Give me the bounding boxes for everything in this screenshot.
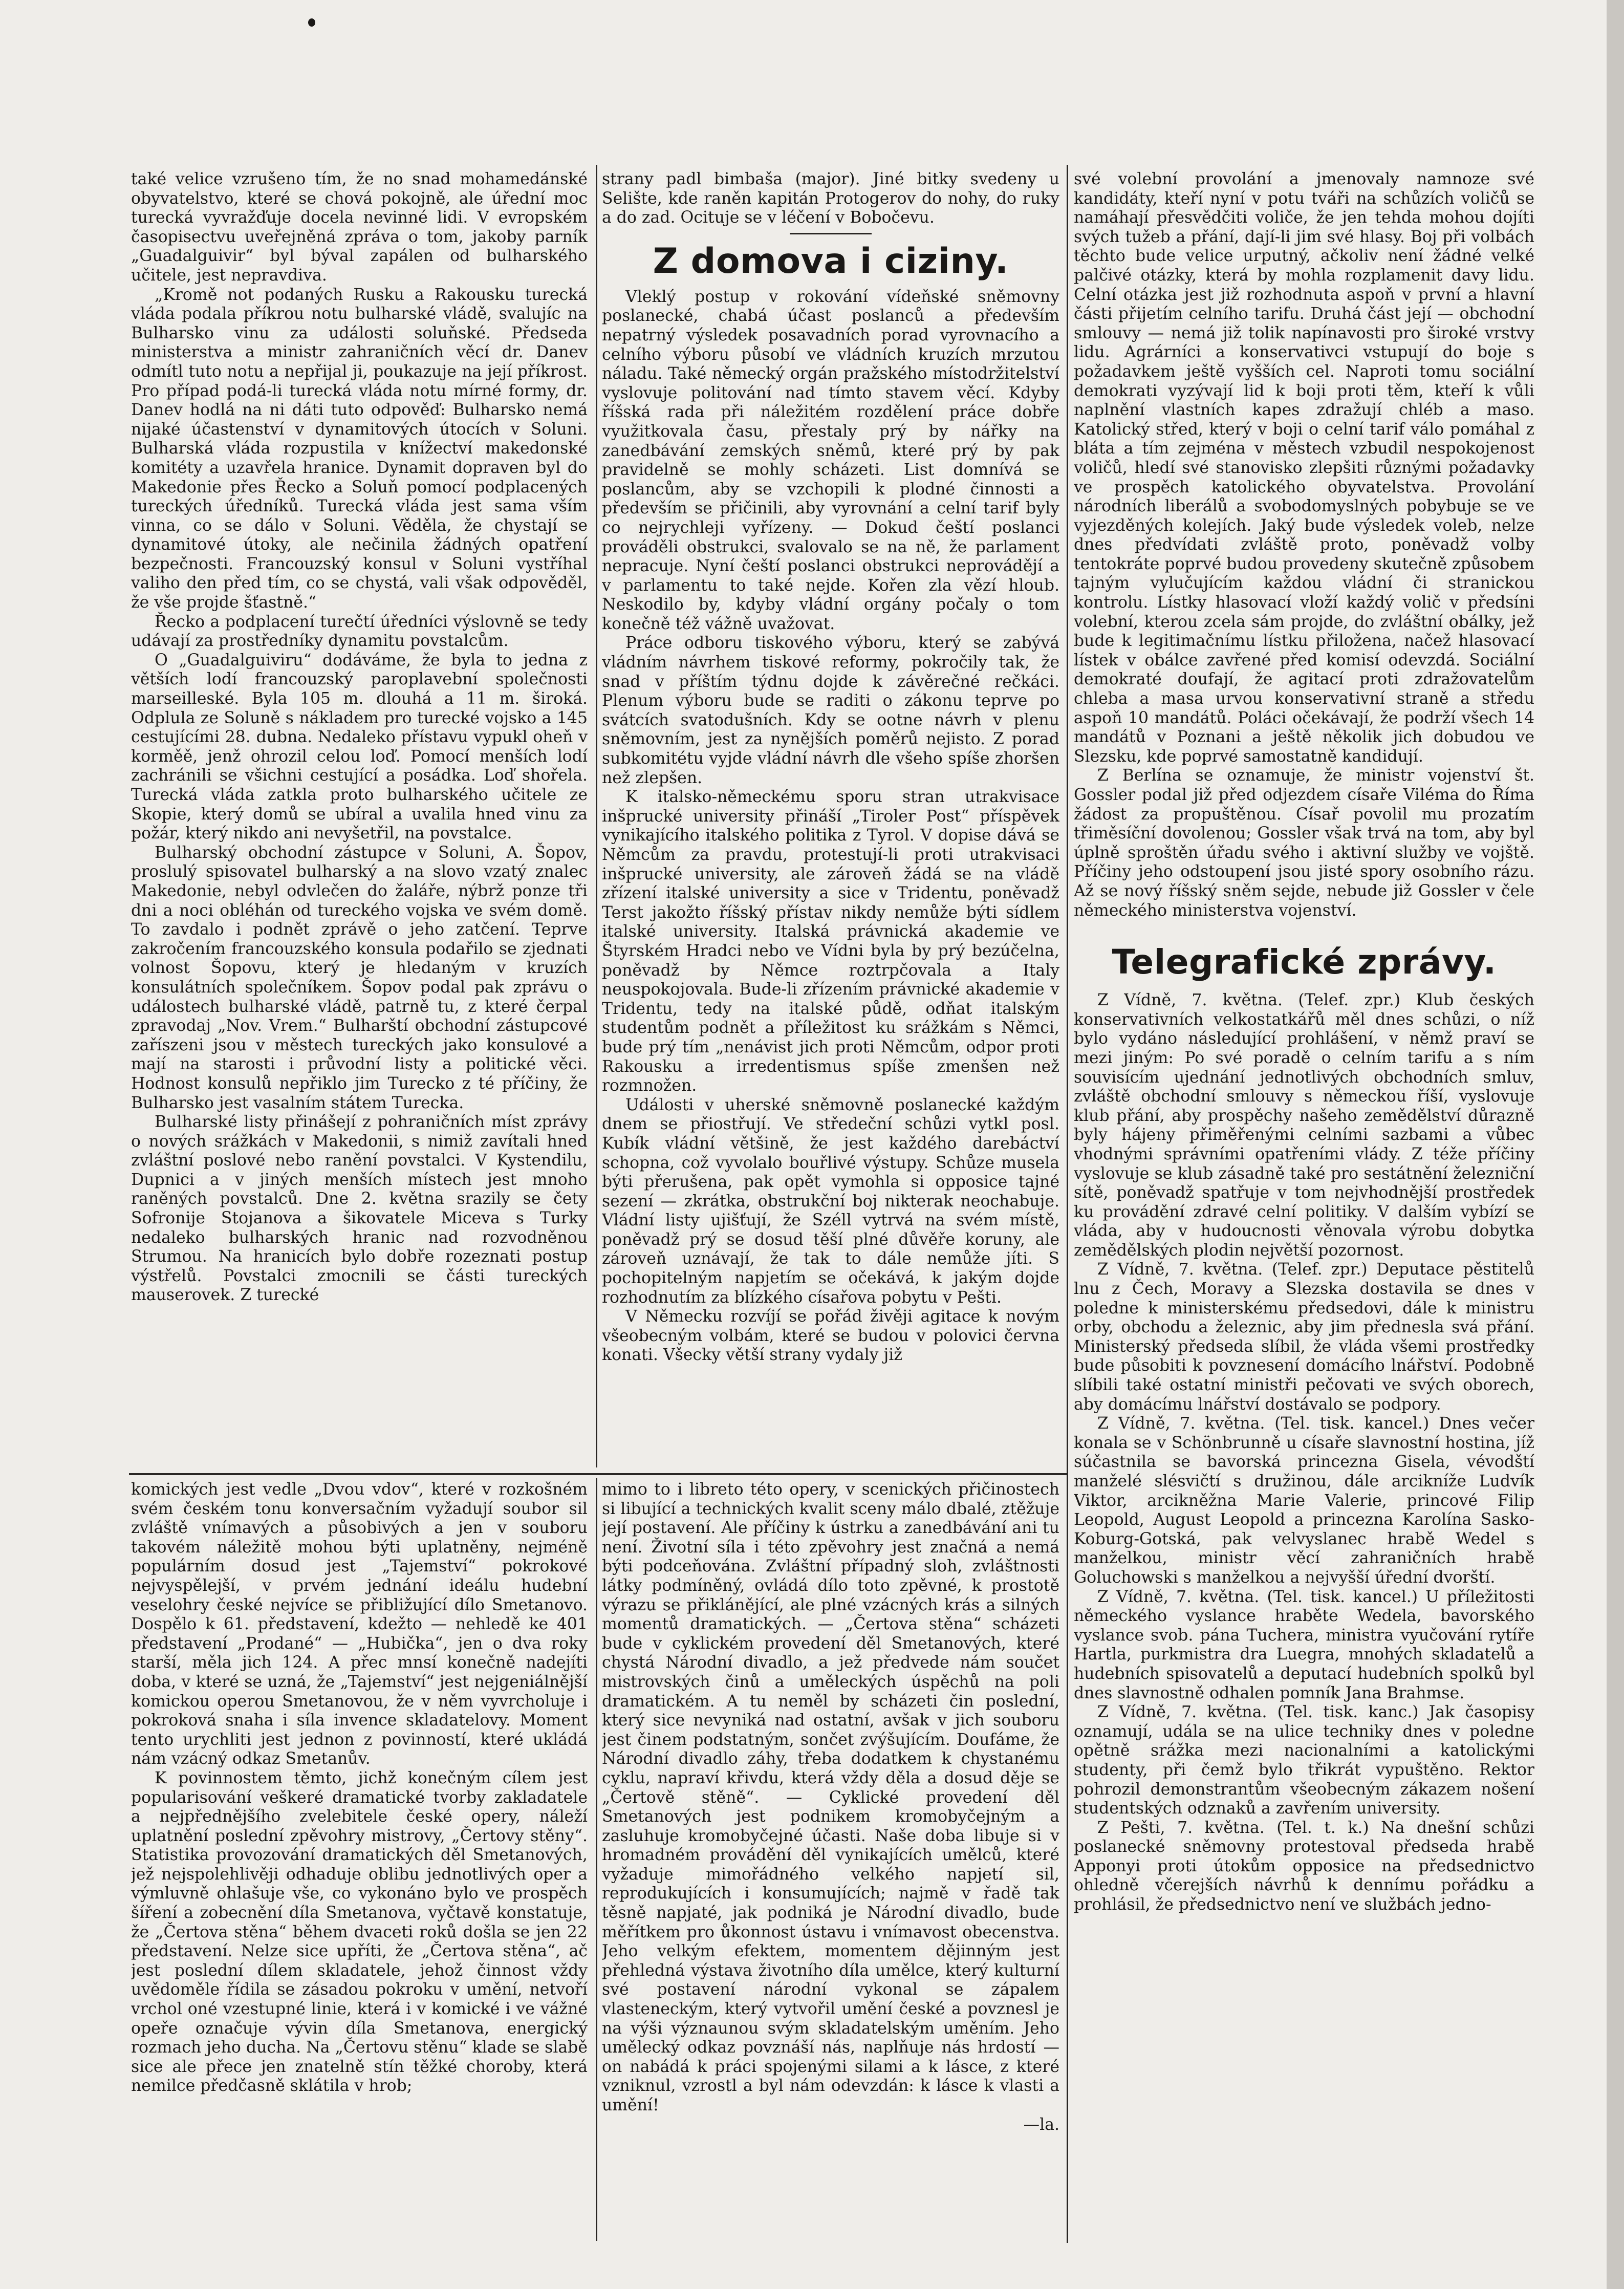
paragraph: V Německu rozvíjí se pořád živěji agitace k novým všeobecným volbám, které se budou v polovici června konati. Všecky větší strany vydaly již — [602, 1307, 1059, 1365]
paragraph: Z Vídně, 7. května. (Tel. tisk. kancel.) U příležitosti německého vyslance hraběte Wedela, bavorského vyslance svob. pána Tuchera, ministra vyučování rytíře Hartla, purkmistra dra Luegra, mnohých skladatelů a hudebních spisovatelů a deputací hudebních spolků byl dnes slavnostně odhalen pomník Jana Brahmse. — [1074, 1587, 1534, 1702]
column-divider — [1067, 165, 1068, 2243]
paragraph: své volební provolání a jmenovaly namnoze své kandidáty, kteří nyní v potu tváři na schůzích voličů se namáhají přesvědčiti voliče, že jen tehda mohou dojíti svých tužeb a přání, dají-li jim své hlasy. Boj při volbách těchto bude velice urputný, ačkoliv není žádné velké palčivé otázky, která by mohla rozplamenit davy lidu. Celní otázka jest již rozhodnuta aspoň v první a hlavní části přijetím celního tarifu. Druhá část její — obchodní smlouvy — nemá již tolik napínavosti pro široké vrstvy lidu. Agrárníci a konservativci vstupují do boje s požadavkem ještě vyšších cel. Naproti tomu sociální demokrati vyzývají lid k boji proti těm, kteří k vůli naplnění vlastních kapes zdražují chléb a maso. Katolický střed, který v boji o celní tarif válo pomáhal z bláta a tím zejména v městech vzbudil nespokojenost voličů, hledí své stanovisko zlepšiti různými požadavky ve prospěch katolického obyvatelstva. Provolání národních liberálů a svobodomyslných pobybuje se ve vyjezděných kolejích. Jaký bude výsledek voleb, nelze dnes předvídati zvláště proto, poněvadž volby tentokráte poprvé budou provedeny skutečně způsobem tajným vylučujícím každou vládní či stranickou kontrolu. Lístky hlasovací vloží každý volič v předsíni volební, kterou zcela sám projde, do zvláštní obálky, jež bude k legitimačnímu lístku přiložena, načež hlasovací lístek v obálce zavřené před komisí odevzdá. Sociální demokraté doufají, že agitací proti zdražovatelům chleba a masa urvou konservativní straně a středu aspoň 10 mandátů. Poláci očekávají, že podrží všech 14 mandátů v Poznani a ještě několik jich dobudou ve Slezsku, kde poprvé samostatně kandidují. — [1074, 170, 1534, 766]
section-heading: Z domova i ciziny. — [653, 241, 1009, 282]
feuilleton-rule — [129, 1473, 1067, 1475]
paragraph: strany padl bimbaša (major). Jiné bitky svedeny u Selište, kde raněn kapitán Protogerov do nohy, do ruky a do zad. Ocituje se v léčení v Bobočevu. — [602, 170, 1059, 227]
paragraph: Bulharské listy přinášejí z pohraničních míst zprávy o nových srážkách v Makedonii, s nimiž zavítali hned zvláštní poslové nebo ranění povstalci. V Kystendilu, Dupnici a v jiných menších místech jest mnoho raněných povstalců. Dne 2. května srazily se čety Sofronije Stojanova a šikovatele Miceva s Turky nedaleko bulharských hranic nad rozvodněnou Strumou. Na hranicích bylo dobře rozeznati postup výstřelů. Povstalci zmocnili se části tureckých mauserovek. Z turecké — [131, 1113, 588, 1305]
paragraph: Vleklý postup v rokování vídeňské sněmovny poslanecké, chabá účast poslanců a především nepatrný výsledek posavadních porad vyrovnacího a celního výboru působí ve vládních kruzích mrzutou náladu. Také německý orgán pražského místodržitelství vyslovuje politování nad tímto stavem věcí. Kdyby říšská rada při náležitém rozdělení práce dobře využitkovala času, přestaly prý by nářky na zanedbávání zemských sněmů, které prý by pak pravidelně se mohly scházeti. List domnívá se poslancům, aby se vzchopili k plodné činnosti a především se přičinili, aby vyrovnání a celní tarif byly co nejrychleji vyřízeny. — Dokud čeští poslanci prováděli obstrukci, svalovalo se na ně, že parlament nepracuje. Nyní čeští poslanci obstrukci neprovádějí a v parlamentu to také nejde. Kořen zla vězí hloub. Neskodilo by, kdyby vládní orgány počaly o tom konečně též vážně uvažovat. — [602, 287, 1059, 633]
feuilleton-column-2 — [602, 1480, 1059, 2238]
feuilleton-signature: —la. — [1023, 2115, 1059, 2134]
paragraph: Z Berlína se oznamuje, že ministr vojenství št. Gossler podal již před odjezdem císaře Viléma do Říma žádost za propuštěnou. Císař povolil mu prozatím třiměsíční dovolenou; Gossler však trvá na tom, aby byl úplně sproštěn úřadu svého i aktivní služby ve vojště. Příčiny jeho odstoupení jsou jisté spory osobního rázu. Až se nový říšský sněm sejde, nebude již Gossler v čele německého ministerstva vojenství. — [1074, 766, 1534, 920]
paragraph: O „Guadalguiviru“ dodáváme, že byla to jedna z větších lodí francouzský paroplavební společnosti marseilleské. Byla 105 m. dlouhá a 11 m. široká. Odplula ze Soluně s nákladem pro turecké vojsko a 145 cestujícími 28. dubna. Nedaleko přístavu vypukl oheň v korměě, jenž ohrozil celou loď. Pomocí menších lodí zachránili se všichni cestující a posádka. Loď shořela. Turecká vláda zatkla proto bulharského učitele ze Skopie, který domů se ubíral a uvalila hned vinu za požár, který nikdo ani nevyšetřil, na povstalce. — [131, 651, 588, 843]
section-rule — [790, 233, 872, 234]
paragraph: Z Pešti, 7. května. (Tel. t. k.) Na dnešní schůzi poslanecké sněmovny protestoval předseda hrabě Apponyi proti útokům opposice na předsednictvo ohledně včerejších návrhů k dennímu pořádku a prohlásil, že předsednictvo není ve službách jedno- — [1074, 1818, 1534, 1914]
paragraph: Události v uherské sněmovně poslanecké každým dnem se přiostřují. Ve středeční schůzi vytkl posl. Kubík vládní většině, že jest každého darebáctví schopna, což vyvolalo bouřlivé výstupy. Schůze musela býti přerušena, pak opět vymohla si opposice tajné sezení — zkrátka, obstrukční boj nikterak neochabuje. Vládní listy ujišťují, že Széll vytrvá na svém místě, poněvadž prý se dosud těší plné důvěře koruny, ale zároveň uznávají, že tak to dále nemůže jíti. S pochopitelným napjetím se očekává, k jakým dojde rozhodnutím za blízkého císařova pobytu v Pešti. — [602, 1095, 1059, 1307]
feuilleton-column-1 — [131, 1480, 588, 2238]
page-edge-shadow — [1607, 0, 1624, 2289]
paragraph: Z Vídně, 7. května. (Telef. zpr.) Klub českých konservativních velkostatkářů měl dnes schůzi, o níž bylo vydáno následující prohlášení, v němž praví se mezi jiným: Po své poradě o celním tarifu a s ním souvisícím ujednání jednotlivých obchodních smluv, zvláště obchodní smlouvy s německou říší, vyslovuje klub přání, aby prospěchy našeho zemědělství důrazně byly hájeny přiměřenými celními sazbami a vůbec vhodnými správními opatřeními vlády. Z téže příčiny vyslovuje se klub zásadně také pro sestátnění železniční sítě, poněvadž spatřuje v tom nejvhodnější prostředek ku provádění zdravé celní politiky. V dalším vybízí se vláda, aby v hudoucnosti věnovala výrobu dobytka zemědělských plodin největší pozornost. — [1074, 991, 1534, 1260]
column-divider — [596, 1478, 597, 2241]
paragraph: také velice vzrušeno tím, že no snad mohamedánské obyvatelstvo, které se chová pokojně, ale úřední moc turecká vyvražďuje docela nevinné lidi. V evropském časopisectvu uveřejněná zpráva o tom, jakoby parník „Guadalguivir“ byl býval zapálen od bulharského učitele, jest nepravdiva. — [131, 170, 588, 285]
paragraph: Z Vídně, 7. května. (Tel. tisk. kancel.) Dnes večer konala se v Schönbrunně u císaře slavnostní hostina, jíž súčastnila se bavorská princezna Gisela, vévodští manželé slésvičtí s družinou, dále arcikníže Ludvík Viktor, arcikněžna Marie Valerie, princové Filip Leopold, August Leopold a princezna Karolína Sasko-Koburg-Gotská, pak velvyslanec hrabě Wedel s manželkou, ministr věcí zahraničních hrabě Goluchowski s manželkou a nejvyšší úřední dvorští. — [1074, 1414, 1534, 1587]
paragraph: Bulharský obchodní zástupce v Soluni, A. Šopov, proslulý spisovatel bulharský a na slovo vzatý znalec Makedonie, nebyl odvlečen do žaláře, nýbrž ponze tři dni a noci obléhán od tureckého vojska ve svém domě. To zavdalo i podnět zprávě o jeho zatčení. Teprve zakročením francouzského konsula podařilo se zjednati volnost Šopovu, který je hledaným v kruzích konsulátních společníkem. Šopov podal pak zprávu o událostech bulharské vládě, patrně tu, z které čerpal zpravodaj „Nov. Vrem.“ Bulharští obchodní zástupcové zaříszeni jsou v městech tureckých jako konsulové a mají na starosti i průvodní listy a politické věci. Hodnost konsulů nepřiklo jim Turecko z té příčiny, že Bulharsko jest vasalním státem Turecka. — [131, 843, 588, 1112]
paragraph: komických jest vedle „Dvou vdov“, které v rozkošném svém českém tonu konversačním vyžadují soubor sil zvláště vnímavých a působivých a jen v souboru takovém náležitě mohou býti uplatněny, nejméně populárním dosud jest „Tajemství“ pokrokové nejvyspělejší, v prvém jednání ideálu hudební veselohry české nejvíce se přibližující dílo Smetanovo. Dospělo k 61. představení, kdežto — nehledě ke 401 představení „Prodané“ — „Hubička“, jen o dva roky starší, měla jich 124. A přec mnsí konečně nadejíti doba, v které se uzná, že „Tajemství“ jest nejgeniálnější komickou operou Smetanovou, že v něm vyvrcholuje i pokroková snaha i síla invence skladatelovy. Moment tento urychliti jest jednon z povinností, které ukládá nám vzácný odkaz Smetanův. — [131, 1480, 588, 1768]
print-speck — [308, 18, 315, 27]
paragraph: Práce odboru tiskového výboru, který se zabývá vládním návrhem tiskové reformy, pokročily tak, že snad v příštím týdnu dojde k závěrečné rečkáci. Plenum výboru bude se raditi o zákonu teprve po svátcích svatodušních. Kdy se ootne návrh v plenu sněmovním, jest za nynějších poměrů nejisto. Z porad subkomitétu vyjde vládní návrh dle všeho spíše zhoršen než zlepšen. — [602, 634, 1059, 787]
column-3 — [1074, 170, 1534, 2238]
column-2-upper — [602, 170, 1059, 1455]
paragraph: Řecko a podplacení turečtí úředníci výslovně se tedy udávají za prostředníky dynamitu povstalcům. — [131, 612, 588, 651]
paragraph: Z Vídně, 7. května. (Telef. zpr.) Deputace pěstitelů lnu z Čech, Moravy a Slezska dostavila se dnes v poledne k ministerskému předsedovi, dále k ministru orby, obchodu a železnic, aby jim přednesla svá přání. Ministerský předseda slíbil, že vláda všemi prostředky bude působiti k povznesení domácího lnářství. Podobně slíbili také ostatní ministři pečovati ve svých oborech, aby domácímu lnářství dostávalo se podpory. — [1074, 1260, 1534, 1414]
section-heading: Telegrafické zprávy. — [1112, 942, 1497, 982]
paragraph: K italsko-německému sporu stran utrakvisace inšprucké university přináší „Tiroler Post“ příspěvek vynikajícího italského politika z Tyrol. V dopise dává se Němcům za pravdu, protestují-li proti utrakvisaci inšprucké university, ale zároveň žádá se na vládě zřízení italské university a sice v Tridentu, poněvadž Terst jakožto říšský přístav nikdy nemůže býti sídlem italské university. Italská právnická akademie ve Štyrském Hradci nebo ve Vídni byla by prý bezúčelna, poněvadž by Němce roztrpčovala a Italy neuspokojovala. Bude-li zřízením právnické akademie v Tridentu, tedy na italské půdě, odňat italským studentům podnět a příležitost ku srážkám s Němci, bude prý tím „nenávist jich proti Němcům, odpor proti Rakousku a irredentismus spíše zmenšen než rozmnožen. — [602, 788, 1059, 1095]
column-divider — [596, 165, 597, 1467]
paragraph: mimo to i libreto této opery, v scenických přičinostech si libující a technických kvalit sceny málo dbalé, ztěžuje její postavení. Ale příčiny k ústrku a zanedbávání ani tu není. Životní síla i této zpěvohry jest značná a nemá býti podceňována. Zvláštní případný sloh, zvláštnosti látky podmíněný, ovládá dílo toto zpěvné, k prostotě výrazu se přiklánějící, ale plné vzácných krás a silných momentů dramatických. — „Čertova stěna“ scházeti bude v cyklickém provedení děl Smetanových, které chystá Národní divadlo, a jež předvede nám součet mistrovských činů a uměleckých úspěchů na poli dramatickém. A tu neměl by scházeti čin poslední, který sice nevyniká nad ostatní, avšak v jich souboru jest činem podstatným, sončet zvýšujícím. Doufáme, že Národní divadlo záhy, třeba dodatkem k chystanému cyklu, napraví křivdu, která vždy děla a dosud děje se „Čertově stěně“. — Cyklické provedení děl Smetanových jest podnikem kromobyčejným a zasluhuje kromobyčejné účasti. Naše doba libuje si v hromadném provádění děl vynikajících umělců, které vyžaduje mimořádného velkého napjetí sil, reprodukujících i konsumujících; najmě v řadě tak těsně napjaté, jak podniká je Národní divadlo, bude měřítkem pro ůkonnost ústavu i vnímavost obecenstva. Jeho velkým efektem, momentem dějinným jest přehledná výstava životního díla umělce, který kulturní své postavení národní vykonal se zápalem vlasteneckým, který vytvořil umění české a povznesl je na výši význaunou svým skladatelským uměním. Jeho umělecký odkaz povznáší nás, naplňuje nás hrdostí — on nabádá k práci spojenými silami a k lásce, z které vzniknul, vzrostl a byl nám odevzdán: k lásce k vlasti a umění! — [602, 1480, 1059, 2114]
paragraph: Z Vídně, 7. května. (Tel. tisk. kanc.) Jak časopisy oznamují, udála se na ulice techniky dnes v poledne opětně srážka mezi nacionalními a katolickými studenty, při čemž bylo třikrát vypuštěno. Rektor pohrozil demonstrantům všeobecným zákazem nošení studentských odznaků a zavřením university. — [1074, 1703, 1534, 1818]
paragraph: K povinnostem těmto, jichž konečným cílem jest popularisování veškeré dramatické tvorby zakladatele a nejpřednějšího zvelebitele české opery, náleží uplatnění poslední zpěvohry mistrovy, „Čertovy stěny“. Statistika provozování dramatických děl Smetanových, jež nejspolehlivěji odhaduje oblibu jednotlivých oper a výmluvně ohlašuje vše, co vykonáno bylo ve prospěch šíření a zobecnění díla Smetanova, vyčtavě konstatuje, že „Čertova stěna“ během dvaceti roků došla se jen 22 představení. Nelze sice upříti, že „Čertova stěna“, ač jest poslední dílem skladatele, jehož činnost vždy uvědoměle řídila se zásadou pokroku v umění, netvoří vrchol oné vzestupné linie, která i v komické i ve vážné opeře označuje vývin díla Smetanova, energický rozmach jeho ducha. Na „Čertovu stěnu“ klade se slabě sice ale přece jen znatelně stín těžké choroby, která nemilce předčasně sklátila v hrob; — [131, 1768, 588, 2096]
paragraph: „Kromě not podaných Rusku a Rakousku turecká vláda podala příkrou notu bulharské vládě, svalujíc na Bulharsko vinu za události soluňské. Předseda ministerstva a ministr zahraničních věcí dr. Danev odmítl tuto notu a nepřijal ji, poukazuje na její příkrost. Pro případ podá-li turecká vláda notu mírné formy, dr. Danev hodlá na ni dáti tuto odpověď: Bulharsko nemá nijaké účastenství v dynamitových útocích v Soluni. Bulharská vláda rozpustila v knížectví makedonské komitéty a uzavřela hranice. Dynamit dopraven byl do Makedonie přes Řecko a Soluň pomocí podplacených tureckých úředníků. Turecká vláda jest sama vším vinna, co se dálo v Soluni. Věděla, že chystají se dynamitové útoky, ale nečinila žádných opatření bezpečnosti. Francouzský konsul v Soluni vystříhal valiho den před tím, co se chystá, vali však odpověděl, že vše projde šťastně.“ — [131, 285, 588, 612]
column-1-upper — [131, 170, 588, 1455]
